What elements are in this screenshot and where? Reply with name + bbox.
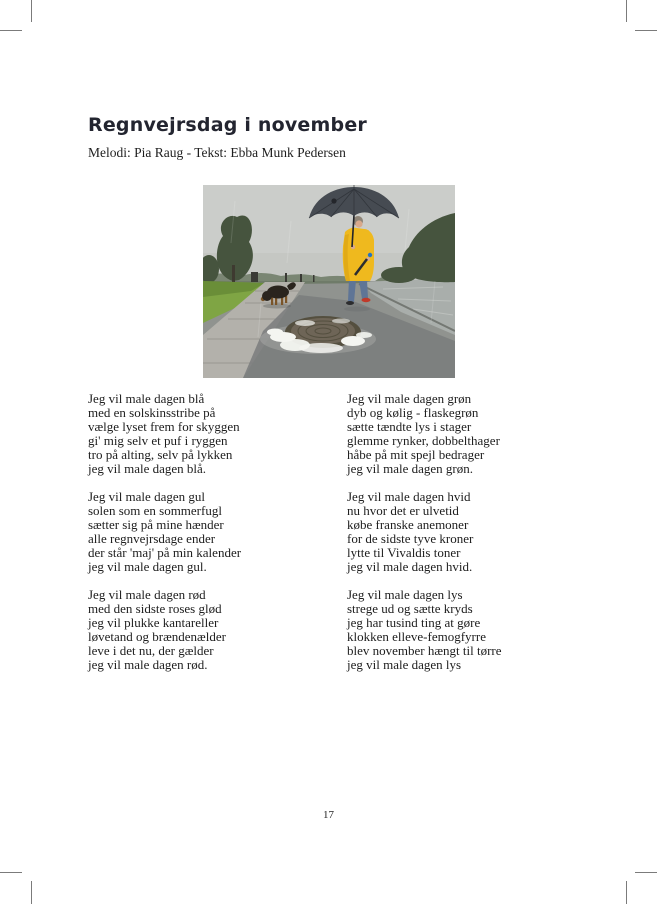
stanza xyxy=(347,490,597,574)
lyric-line: tro på alting, selv på lykken xyxy=(88,447,233,462)
lyric-line: lytte til Vivaldis toner xyxy=(347,545,461,560)
lyric-line: jeg vil male dagen blå. xyxy=(88,461,207,476)
lyric-line: jeg vil male dagen lys xyxy=(347,657,462,672)
lyric-line: vælge lyset frem for skyggen xyxy=(88,419,240,434)
crop-mark-top-right-vertical xyxy=(626,0,627,22)
rainy-day-photo xyxy=(203,185,455,378)
lyric-line: jeg vil male dagen gul. xyxy=(88,559,207,574)
lyric-line: købe franske anemoner xyxy=(347,517,469,532)
red-shoe xyxy=(362,298,371,302)
lyric-line: klokken elleve-femogfyrre xyxy=(347,629,486,644)
lyric-line: strege ud og sætte kryds xyxy=(347,601,473,616)
lyric-line: dyb og kølig - flaskegrøn xyxy=(347,405,479,420)
lyric-line: nu hvor det er ulvetid xyxy=(347,503,459,518)
stanza xyxy=(347,588,597,672)
tree-trunk xyxy=(232,265,235,282)
lyric-line: jeg vil male dagen hvid. xyxy=(347,559,473,574)
lyrics-column-right xyxy=(347,392,597,686)
lyric-line: gi' mig selv et puf i ryggen xyxy=(88,433,228,448)
lyrics-column-left xyxy=(88,392,338,686)
lyric-line: alle regnvejrsdage ender xyxy=(88,531,216,546)
umbrella-logo xyxy=(331,198,336,203)
dark-shoe xyxy=(346,301,354,305)
stanza xyxy=(88,392,338,476)
lyric-line: Jeg vil male dagen gul xyxy=(88,489,205,504)
lyric-line: Jeg vil male dagen grøn xyxy=(347,391,472,406)
blue-leash-handle xyxy=(368,253,372,257)
crop-mark-bottom-right-vertical xyxy=(626,881,627,904)
crop-mark-top-right-horizontal xyxy=(635,30,657,31)
lyric-line: leve i det nu, der gælder xyxy=(88,643,214,658)
lyric-line: løvetand og brændenælder xyxy=(88,629,226,644)
lyric-line: sætter sig på mine hænder xyxy=(88,517,224,532)
crop-mark-top-left-horizontal xyxy=(0,30,22,31)
lyric-line: med en solskinsstribe på xyxy=(88,405,216,420)
lyric-line: solen som en sommerfugl xyxy=(88,503,222,518)
page-title: Regnvejrsdag i november xyxy=(88,114,367,136)
lyric-line: glemme rynker, dobbelthager xyxy=(347,433,500,448)
lyric-line: jeg vil male dagen grøn. xyxy=(347,461,473,476)
lyric-line: jeg vil male dagen rød. xyxy=(88,657,208,672)
person-reflection xyxy=(344,307,370,312)
lyric-line: Jeg vil male dagen blå xyxy=(88,391,205,406)
crop-mark-bottom-right-horizontal xyxy=(635,872,657,873)
stanza xyxy=(88,490,338,574)
lyric-line: Jeg vil male dagen rød xyxy=(88,587,206,602)
lyric-line: Jeg vil male dagen lys xyxy=(347,587,463,602)
lyric-line: for de sidste tyve kroner xyxy=(347,531,474,546)
lyric-line: der står 'maj' på min kalender xyxy=(88,545,242,560)
lyric-line: blev november hængt til tørre xyxy=(347,643,502,658)
lyric-line: jeg vil plukke kantareller xyxy=(88,615,219,630)
lyric-line: jeg har tusind ting at gøre xyxy=(347,615,481,630)
stanza xyxy=(88,588,338,672)
stanza xyxy=(347,392,597,476)
crop-mark-top-left-vertical xyxy=(31,0,32,22)
photo-illustration xyxy=(203,185,455,378)
credits-line: Melodi: Pia Raug - Tekst: Ebba Munk Pedersen xyxy=(88,145,346,160)
crop-mark-bottom-left-horizontal xyxy=(0,872,22,873)
crop-mark-bottom-left-vertical xyxy=(31,881,32,904)
lyric-line: håbe på mit spejl bedrager xyxy=(347,447,485,462)
lyric-line: Jeg vil male dagen hvid xyxy=(347,489,471,504)
page-number: 17 xyxy=(323,809,334,821)
lyric-line: med den sidste roses glød xyxy=(88,601,222,616)
lyric-line: sætte tændte lys i stager xyxy=(347,419,472,434)
